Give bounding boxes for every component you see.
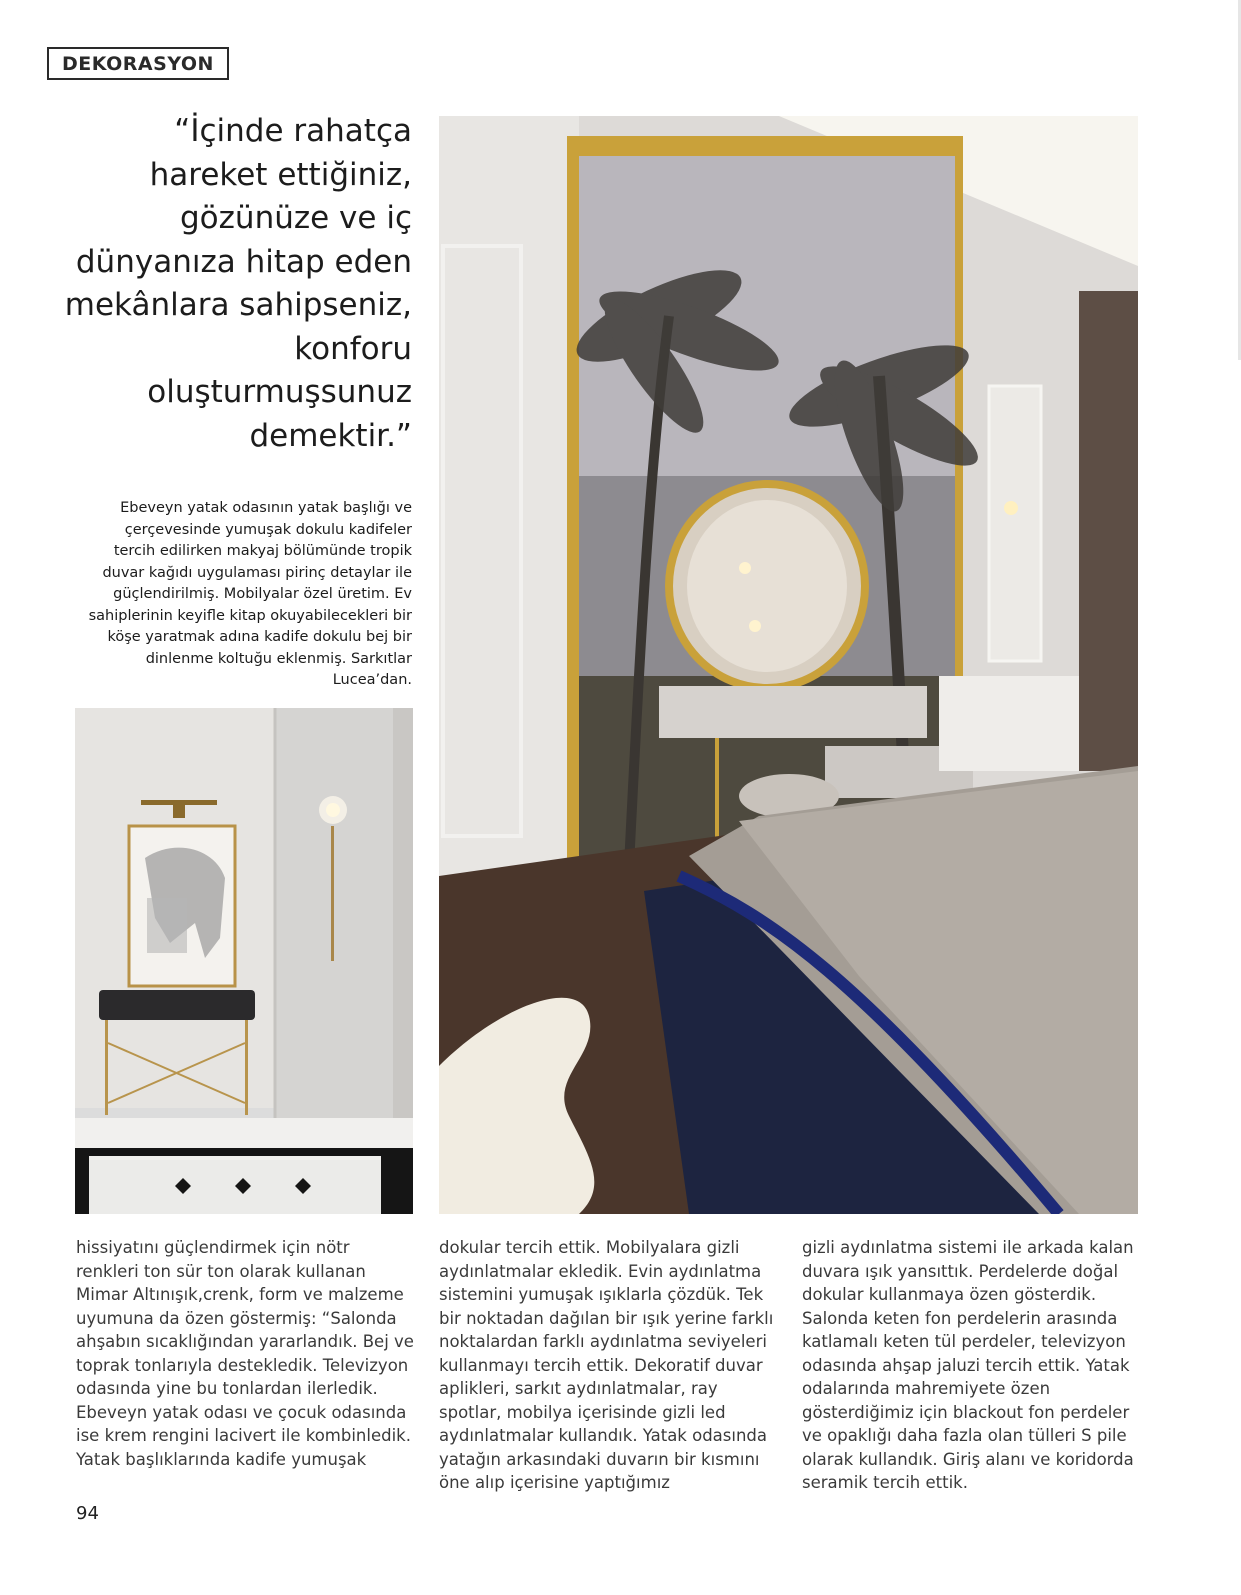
body-column-3: gizli aydınlatma sistemi ile arkada kalan duvara ışık yansıttık. Perdelerde doğal dokular kullanmaya özen gösterdik. Salonda keten fon perdelerin arasında katlamalı keten tül perdeler, televizyon odasında ahşap jaluzi tercih ettik. Yatak odalarında mahremiyete özen gösterdiğimiz için blackout fon perdeler ve opaklığı daha fazla olan tülleri S pile olarak kullandık. Giriş alanı ve koridorda seramik tercih ettik.	[802, 1238, 1134, 1492]
console-table-photo	[75, 708, 413, 1214]
pull-quote: “İçinde rahatça hareket ettiğiniz, gözünüze ve iç dünyanıza hitap eden mekânlara sahipseniz, konforu oluşturmuşsunuz demektir.”	[64, 113, 412, 454]
body-column-1: hissiyatını güçlendirmek için nötr renkleri ton sür ton olarak kullanan Mimar Altınışık,crenk, form ve malzeme uyumuna da özen göstermiş: “Salonda ahşabın sıcaklığından yararlandık. Bej ve toprak tonlarıyla destekledik. Televizyon odasında yine bu tonlardan ilerledik. Ebeveyn yatak odası ve çocuk odasında ise krem rengini lacivert ile kombinledik. Yatak başlıklarında kadife yumuşak	[76, 1238, 414, 1469]
photo-caption: Ebeveyn yatak odasının yatak başlığı ve çerçevesinde yumuşak dokulu kadifeler tercih edilirken makyaj bölümünde tropik duvar kağıdı uygulaması pirinç detaylar ile güçlendirilmiş. Mobilyalar özel üretim. Ev sahiplerinin keyifle kitap okuyabilecekleri bir köşe yaratmak adına kadife dokulu bej bir dinlenme koltuğu eklenmiş. Sarkıtlar Lucea’dan.	[88, 500, 412, 688]
bedroom-vanity-tropical-wall-icon	[439, 116, 1138, 1214]
console-table-with-horse-art-icon	[75, 708, 413, 1214]
section-tag: DEKORASYON	[47, 47, 229, 80]
body-column-2: dokular tercih ettik. Mobilyalara gizli aydınlatmalar ekledik. Evin aydınlatma sistemini yumuşak ışıklarla çözdük. Tek bir noktadan dağılan bir ışık yerine farklı noktalardan farklı aydınlatma seviyeleri kullanmayı tercih ettik. Dekoratif duvar aplikleri, sarkıt aydınlatmalar, ray spotlar, mobilya içerisinde gizli led aydınlatmalar kullandık. Yatak odasında yatağın arkasındaki duvarın bir kısmını öne alıp içerisine yaptığımız	[439, 1238, 774, 1492]
bedroom-photo	[439, 116, 1138, 1214]
page-number: 94	[76, 1503, 99, 1524]
